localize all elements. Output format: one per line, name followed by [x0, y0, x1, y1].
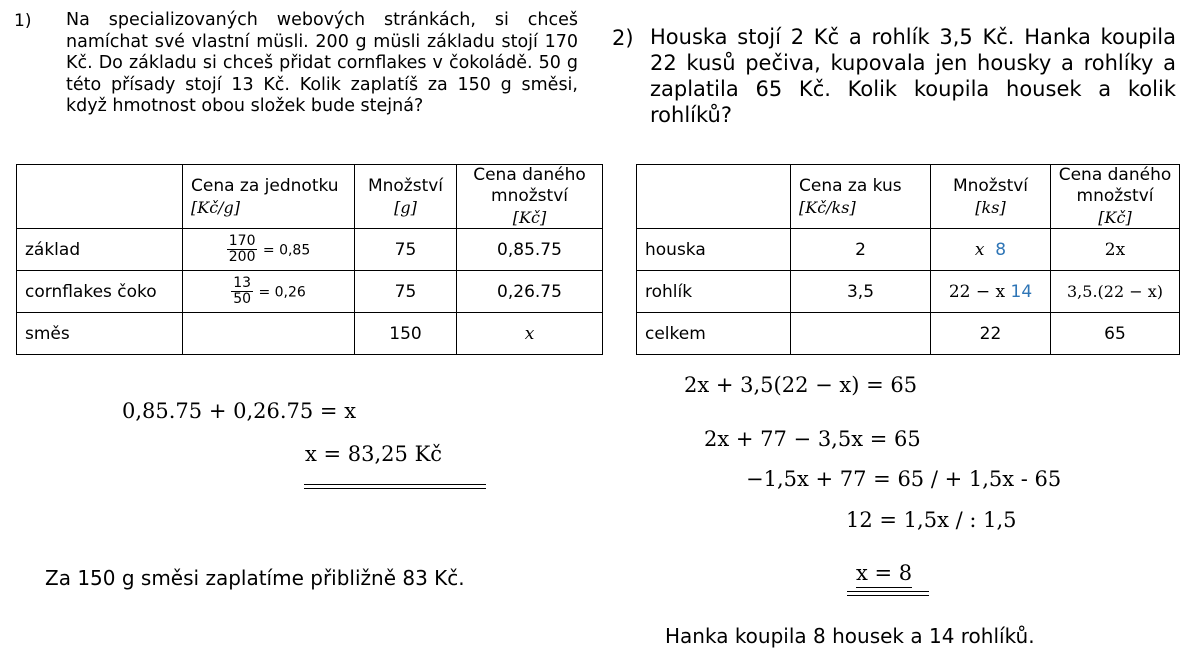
table-row: [637, 229, 1180, 271]
unit-price-cell: [183, 313, 355, 355]
problem-1-number: 1): [14, 11, 32, 31]
equation-result: x = 8: [856, 561, 912, 588]
double-underline: [847, 591, 929, 596]
table-row: [17, 313, 603, 355]
table-header-row: [17, 165, 603, 229]
problem-2-number: 2): [612, 26, 634, 50]
header-quantity: Množství [g]: [355, 165, 457, 229]
row-label: cornflakes čoko: [17, 271, 183, 313]
table-row: [637, 313, 1180, 355]
equation-1: 2x + 3,5(22 − x) = 65: [684, 373, 918, 397]
header-unit-price: Cena za kus [Kč/ks]: [791, 165, 931, 229]
total-cell: 0,26.75: [457, 271, 603, 313]
total-cell: x: [457, 313, 603, 355]
row-label: základ: [17, 229, 183, 271]
unit-price-cell: $\frac{13}{50}$ = 0,26: [183, 271, 355, 313]
row-label: celkem: [637, 313, 791, 355]
row-label: houska: [637, 229, 791, 271]
equation-3: −1,5x + 77 = 65 / + 1,5x - 65: [746, 467, 1062, 491]
total-cell: 65: [1051, 313, 1180, 355]
answer-1: Za 150 g směsi zaplatíme přibližně 83 Kč.: [45, 566, 465, 590]
quantity-cell: x 8: [931, 229, 1051, 271]
equation-1: 0,85.75 + 0,26.75 = x: [122, 399, 357, 423]
quantity-result: 14: [1010, 281, 1033, 302]
header-quantity: Množství [ks]: [931, 165, 1051, 229]
quantity-cell: 150: [355, 313, 457, 355]
unit-price-cell: $\frac{170}{200}$ = 0,85: [183, 229, 355, 271]
problem-1-table: [16, 164, 603, 355]
problem-1-text: Na specializovaných webových stránkách, si chceš namíchat své vlastní müsli. 200 g müsli základu stojí 170 Kč. Do základu si chceš přidat cornflakes v čokoládě. 50 g této přísady stojí 13 Kč. Kolik zaplatíš za 150 g směsi, když hmotnost obou složek bude stejná?: [66, 10, 578, 116]
price-cell: 2: [791, 229, 931, 271]
table-row: [17, 271, 603, 313]
price-fraction: $\frac{170}{200}$: [228, 233, 256, 265]
table-corner-cell: [637, 165, 791, 229]
table-row: [17, 229, 603, 271]
total-cell: 3,5.(22 − x): [1051, 271, 1180, 313]
problem-2-text: Houska stojí 2 Kč a rohlík 3,5 Kč. Hanka koupila 22 kusů pečiva, kupovala jen housky a rohlíky a zaplatila 65 Kč. Kolik koupila housek a kolik rohlíků?: [650, 25, 1176, 127]
header-total-price: Cena daného množství [Kč]: [457, 165, 603, 229]
header-unit-price: Cena za jednotku [Kč/g]: [183, 165, 355, 229]
equation-result: x = 83,25 Kč: [305, 442, 443, 466]
quantity-cell: 75: [355, 229, 457, 271]
quantity-cell: 22 − x 14: [931, 271, 1051, 313]
equation-2: 2x + 77 − 3,5x = 65: [704, 427, 921, 451]
problem-2-table: [636, 164, 1180, 355]
row-label: směs: [17, 313, 183, 355]
price-fraction: $\frac{13}{50}$: [233, 275, 252, 307]
table-row: [637, 271, 1180, 313]
row-label: rohlík: [637, 271, 791, 313]
equation-4: 12 = 1,5x / : 1,5: [846, 508, 1017, 532]
quantity-result: 8: [995, 239, 1007, 260]
table-corner-cell: [17, 165, 183, 229]
table-header-row: [637, 165, 1180, 229]
double-underline: [304, 484, 486, 489]
price-cell: 3,5: [791, 271, 931, 313]
quantity-cell: 75: [355, 271, 457, 313]
price-cell: [791, 313, 931, 355]
total-cell: 0,85.75: [457, 229, 603, 271]
quantity-cell: 22: [931, 313, 1051, 355]
answer-2: Hanka koupila 8 housek a 14 rohlíků.: [665, 624, 1035, 648]
total-cell: 2x: [1051, 229, 1180, 271]
header-total-price: Cena daného množství [Kč]: [1051, 165, 1180, 229]
